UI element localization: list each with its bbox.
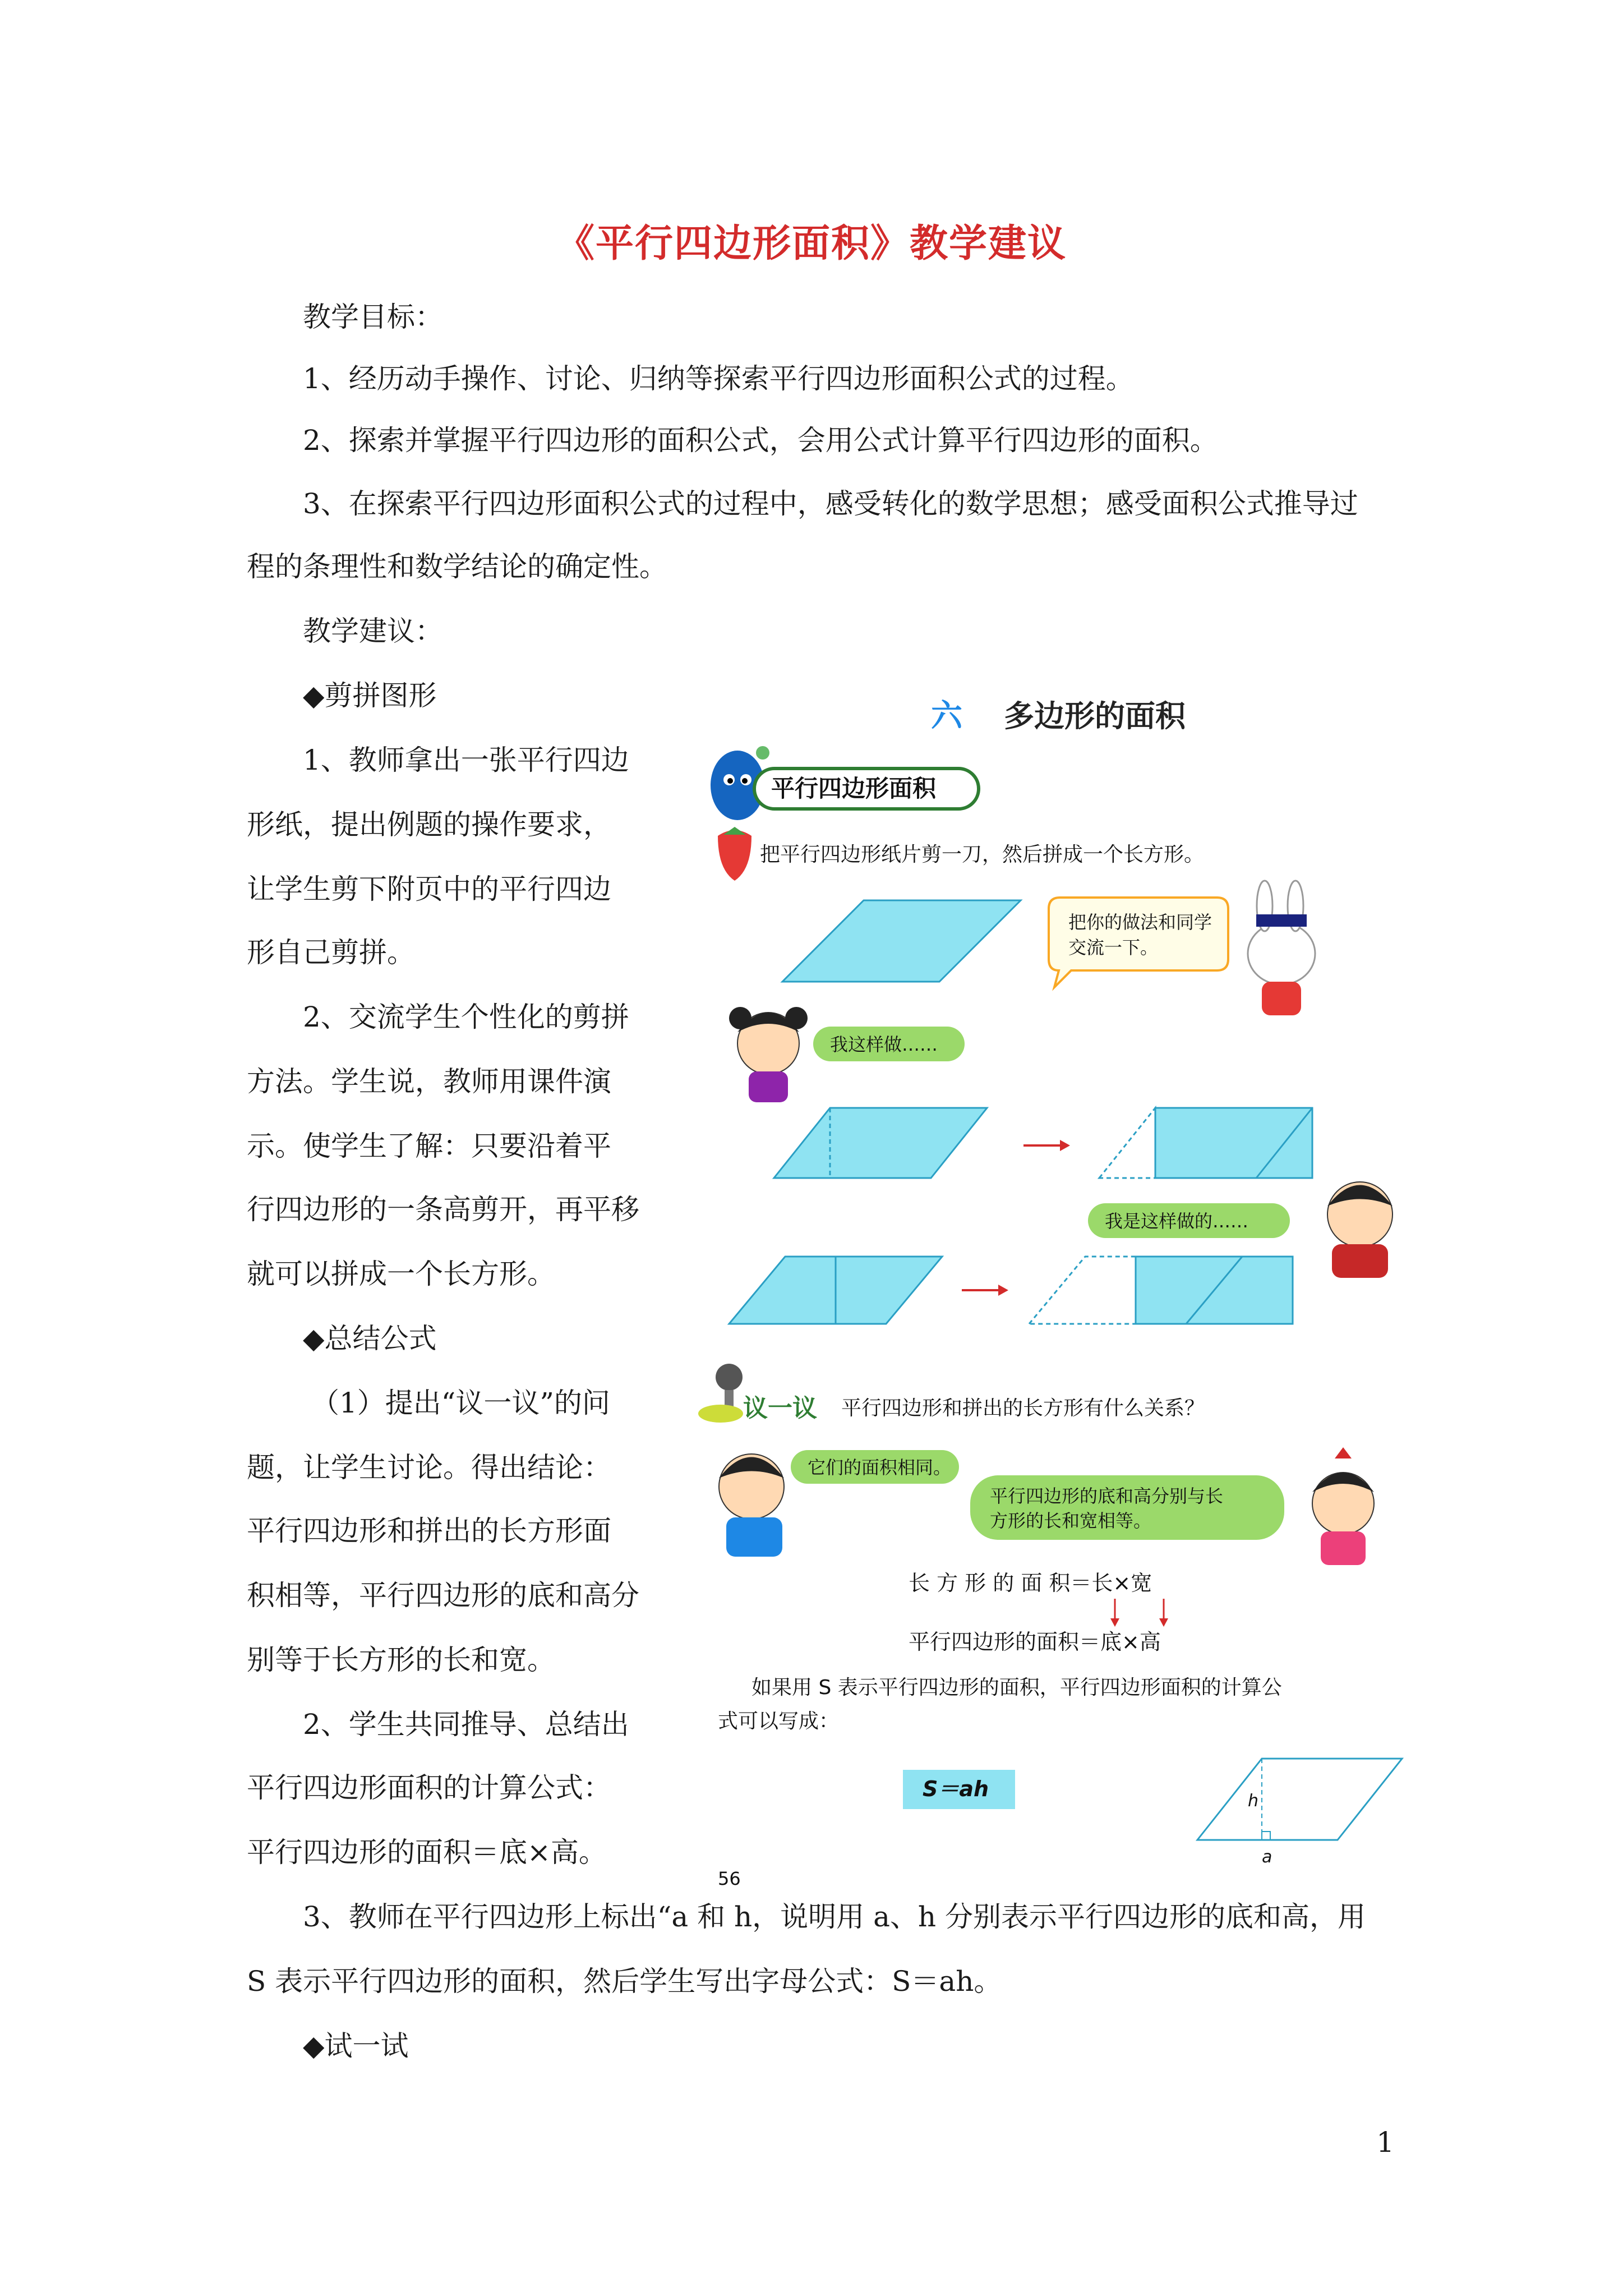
formula-para-1-line-4: 积相等，平行四边形的底和高分	[247, 1579, 639, 1612]
girl-bubble-text: 我这样做……	[830, 1034, 938, 1055]
formula-para-1-line-5: 别等于长方形的长和宽。	[247, 1644, 555, 1676]
parallelogram-cut-1	[774, 1108, 987, 1178]
section-heading-try: ◆试一试	[303, 2030, 409, 2062]
page-number: 1	[1376, 2126, 1394, 2159]
labeled-parallelogram	[1197, 1759, 1402, 1840]
formula-para-1-line-1: （1）提出“议一议”的问	[311, 1387, 610, 1419]
rabbit-bubble-line-2: 交流一下。	[1068, 937, 1159, 958]
discuss-tag: 议一议	[743, 1394, 817, 1423]
parallelogram-shape	[782, 900, 1021, 982]
formula-para-2-line-3: 平行四边形的面积＝底×高。	[247, 1836, 607, 1869]
goals-heading: 教学目标：	[303, 301, 443, 333]
cut-para-1-line-3: 让学生剪下附页中的平行四边	[247, 873, 611, 905]
boy-2-bubble-text: 它们的面积相同。	[808, 1457, 952, 1478]
rabbit-bubble-line-1: 把你的做法和同学	[1068, 912, 1212, 933]
cut-para-2-line-4: 行四边形的一条高剪开，再平移	[247, 1193, 639, 1226]
height-label: h	[1248, 1791, 1259, 1811]
doc-title: 《平行四边形面积》教学建议	[556, 221, 1067, 266]
lesson-tag-label: 平行四边形面积	[771, 775, 937, 802]
formula-paragraph-line-1: 如果用 S 表示平行四边形的面积，平行四边形面积的计算公	[751, 1676, 1282, 1699]
boy-icon	[1327, 1182, 1393, 1278]
goal-3-line-1: 3、在探索平行四边形面积公式的过程中，感受转化的数学思想；感受面积公式推导过	[303, 487, 1358, 520]
cut-para-1-line-2: 形纸，提出例题的操作要求，	[247, 808, 611, 841]
goal-1: 1、经历动手操作、讨论、归纳等探索平行四边形面积公式的过程。	[303, 362, 1134, 395]
base-label: a	[1262, 1847, 1272, 1867]
discuss-question: 平行四边形和拼出的长方形有什么关系？	[841, 1397, 1205, 1420]
figure-page-number: 56	[718, 1868, 741, 1889]
formula-para-3-line-2: S 表示平行四边形的面积，然后学生写出字母公式：S＝ah。	[247, 1965, 1002, 1998]
section-heading-formula: ◆总结公式	[303, 1322, 437, 1355]
girl-icon	[729, 1007, 808, 1102]
formula-text: S＝ah	[923, 1777, 989, 1801]
advice-heading: 教学建议：	[303, 615, 443, 647]
equation-parallelogram: 平行四边形的面积＝底×高	[909, 1630, 1161, 1654]
cut-para-2-line-3: 示。使学生了解：只要沿着平	[247, 1130, 611, 1162]
section-heading-cut: ◆剪拼图形	[303, 679, 437, 712]
goal-2: 2、探索并掌握平行四边形的面积公式，会用公式计算平行四边形的面积。	[303, 424, 1218, 457]
rectangle-result-1	[1155, 1108, 1312, 1178]
cut-para-1-line-4: 形自己剪拼。	[247, 936, 415, 969]
girl-2-bubble-line-1: 平行四边形的底和高分别与长	[990, 1485, 1224, 1507]
formula-para-1-line-2: 题，让学生讨论。得出结论：	[247, 1451, 611, 1484]
cut-para-2-line-1: 2、交流学生个性化的剪拼	[303, 1001, 629, 1033]
cut-para-1-line-1: 1、教师拿出一张平行四边	[303, 744, 629, 776]
formula-para-1-line-3: 平行四边形和拼出的长方形面	[247, 1515, 611, 1547]
cut-para-2-line-5: 就可以拼成一个长方形。	[247, 1258, 555, 1290]
textbook-figure	[695, 690, 1436, 1889]
formula-para-2-line-1: 2、学生共同推导、总结出	[303, 1708, 629, 1741]
boy-2-icon	[719, 1454, 784, 1557]
formula-para-3-line-1: 3、教师在平行四边形上标出“a 和 h，说明用 a、h 分别表示平行四边形的底和高，用	[303, 1901, 1366, 1933]
formula-para-2-line-2: 平行四边形面积的计算公式：	[247, 1772, 611, 1804]
boy-bubble-text: 我是这样做的……	[1105, 1211, 1249, 1232]
goal-3-line-2: 程的条理性和数学结论的确定性。	[247, 550, 667, 583]
equation-rectangle: 长 方 形 的 面 积＝长×宽	[909, 1571, 1152, 1595]
rabbit-icon	[1248, 881, 1315, 1015]
formula-paragraph-line-2: 式可以写成：	[718, 1710, 840, 1733]
girl-2-bubble-line-2: 方形的长和宽相等。	[990, 1510, 1152, 1531]
microphone-icon	[698, 1364, 743, 1423]
cut-para-2-line-2: 方法。学生说，教师用课件演	[247, 1065, 611, 1098]
strawberry-icon	[718, 827, 751, 881]
chapter-title: 多边形的面积	[1004, 698, 1186, 734]
chapter-number: 六	[931, 698, 962, 734]
girl-2-icon	[1312, 1447, 1374, 1565]
task-instruction: 把平行四边形纸片剪一刀，然后拼成一个长方形。	[760, 843, 1205, 866]
